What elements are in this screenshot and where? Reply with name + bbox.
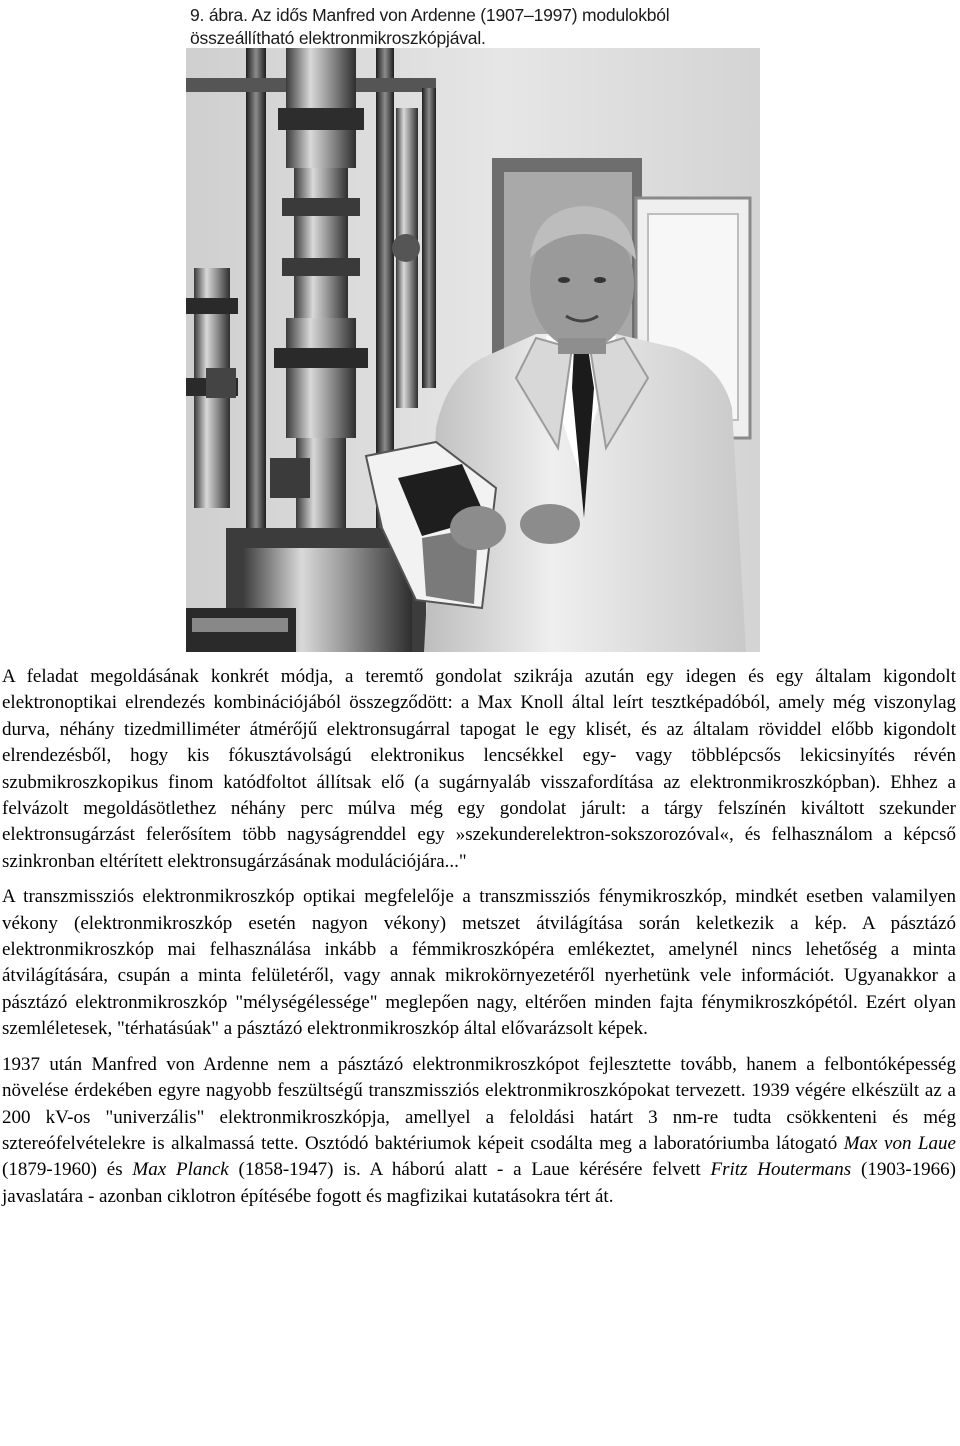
person-name-max-planck: Max Planck (132, 1159, 229, 1181)
figure-caption (190, 4, 730, 50)
person-name-max-von-laue: Max von Laue (843, 1132, 956, 1154)
paragraph-3-part-d: (1903-1966) javaslatára - azonban ciklotron építésébe fogott és magfizikai kutatásokra tért át. (2, 1159, 956, 1207)
paragraph-3-part-a: 1937 után Manfred von Ardenne nem a pásztázó elektronmikroszkópot fejlesztette tovább, hanem a felbontóképesség növelése érdekében egyre nagyobb feszültségű transzmissziós elektronmikroszkópokat tervezett. 1939 végére elkészült az a 200 kV-os "univerzális" elektronmikroszkópja, amellyel a feloldási határt 3 nm-re tudta csökkenteni és még sztereófelvételekre is alkalmassá tette. Osztódó baktériumok képeit csodálta meg a laboratóriumba látogató (2, 1053, 956, 1154)
paragraph-2: A transzmissziós elektronmikroszkóp optikai megfelelője a transzmissziós fénymikroszkóp, mindkét esetben valamilyen vékony (elektronmikroszkóp esetén nagyon vékony) metszet átvilágítása során keletkezik a kép. A pásztázó elektronmikroszkóp mai felhasználása inkább a fémmikroszkópéra emlékeztet, amelynél nincs lehetőség a minta átvilágítására, csupán a minta felületéről, vagy annak mikrokörnyezetéről nyerhetünk vele információt. Ugyanakkor a pásztázó elektronmikroszkóp "mélységélessége" meglepően nagy, eltérően minden fajta fénymikroszkópétól. Ezért olyan szemléletesek, "térhatásúak" a pásztázó elektronmikroszkóp által elővarázsolt képek. (2, 886, 956, 1040)
person-name-fritz-houtermans: Fritz Houtermans (710, 1159, 852, 1181)
caption-line-2: összeállítható elektronmikroszkópjával. (190, 28, 486, 48)
article-text (2, 664, 956, 1219)
paragraph-3 (2, 1052, 956, 1210)
photo-ardenne-with-microscope (186, 48, 760, 652)
figure (186, 0, 760, 652)
paragraph-3-part-b: (1879-1960) és (2, 1159, 133, 1181)
paragraph-3-part-c: (1858-1947) is. A háború alatt - a Laue kérésére felvett (228, 1159, 711, 1181)
paragraph-1: A feladat megoldásának konkrét módja, a teremtő gondolat szikrája azután egy idegen és egy általam kigondolt elektronoptikai elrendezés kombinációjából összegződött: a Max Knoll által leírt tesztképadóból, amely még viszonylag durva, néhány tizedmilliméter átmérőjű elektronsugárral tapogat le egy klisét, és az általam röviddel előbb kigondolt elrendezésből, hogy kis fókusztávolságú elektronikus lencsékkel egy- vagy többlépcsős lekicsinyítés révén szubmikroszkopikus finom katódfoltot állítsak elő (a sugárnyaláb visszafordítása az elektronmikroszkópban). Ehhez a felvázolt megoldásötlethez néhány perc múlva még egy gondolat járult: a tárgy felszínén kiváltott szekunder elektronsugárzást felerősítem több nagyságrenddel egy »szekunderelektron-sokszorozóval«, és felhasználom a képcső szinkronban eltérített elektronsugárzásának modulációjára..." (2, 666, 956, 872)
caption-line-1: 9. ábra. Az idős Manfred von Ardenne (1907–1997) modulokból (190, 5, 670, 25)
